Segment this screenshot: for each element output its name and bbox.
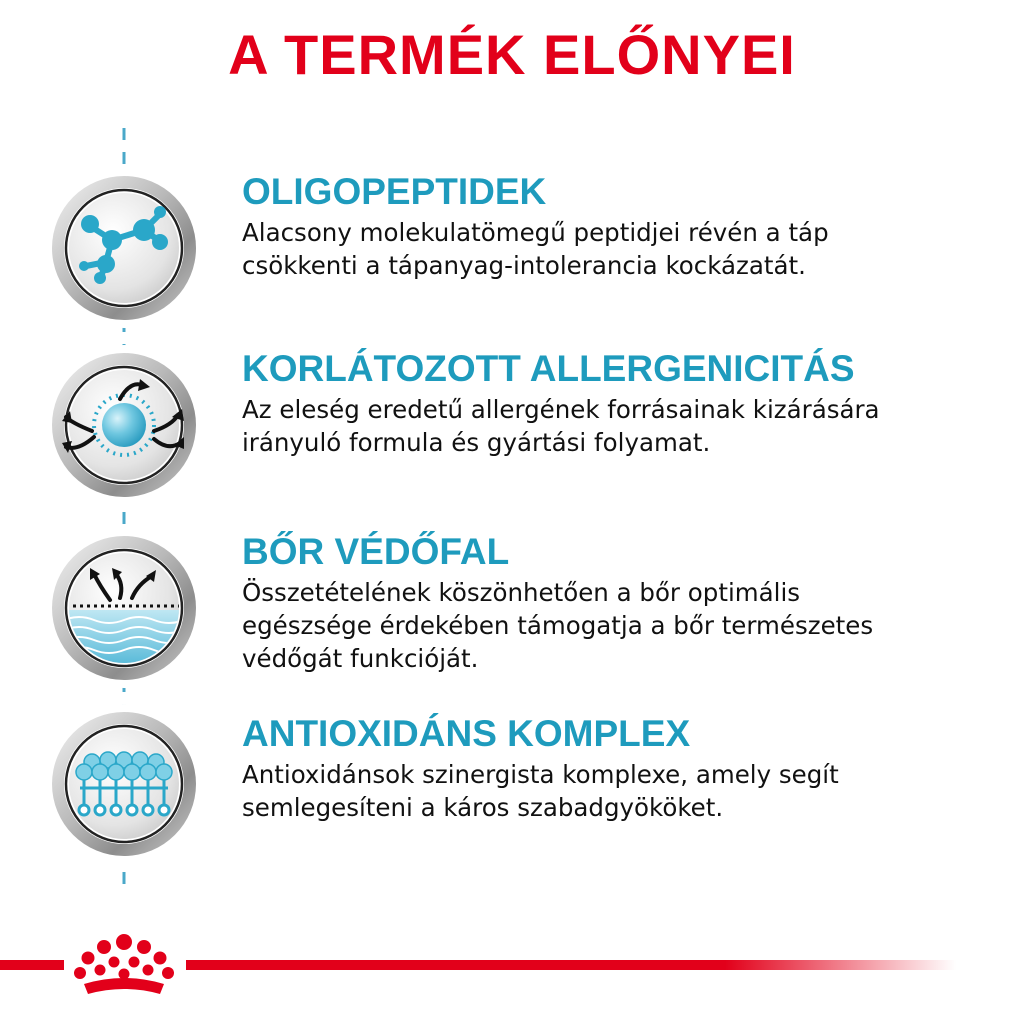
- skin-barrier-icon: [44, 528, 204, 688]
- benefit-description: Összetételének köszönhetően a bőr optimális egészsége érdekében támogatja a bőr természetes védőgát funkcióját.: [242, 578, 874, 673]
- benefit-heading: OLIGOPEPTIDEK: [242, 171, 547, 212]
- benefit-description: Az eleség eredetű allergének forrásainak kizárására irányuló formula és gyártási folyamat.: [242, 395, 880, 457]
- benefit-icon-column: [0, 0, 260, 1024]
- benefit-description: Alacsony molekulatömegű peptidjei révén a táp csökkenti a tápanyag-intolerancia kockázatát.: [242, 218, 829, 280]
- benefit-oligopeptides: [242, 170, 1002, 282]
- page-title: A TERMÉK ELŐNYEI: [228, 23, 796, 86]
- molecule-icon: [44, 168, 204, 328]
- benefit-description: Antioxidánsok szinergista komplexe, amely segít semlegesíteni a káros szabadgyököket.: [242, 760, 839, 822]
- benefit-heading: KORLÁTOZOTT ALLERGENICITÁS: [242, 348, 855, 389]
- footer-bar-left: [0, 960, 64, 970]
- royal-canin-crown-icon: [74, 934, 174, 994]
- allergen-shield-icon: [44, 345, 204, 505]
- benefit-antioxidant-complex: [242, 712, 1002, 824]
- benefit-heading: BŐR VÉDŐFAL: [242, 531, 510, 572]
- benefit-heading: ANTIOXIDÁNS KOMPLEX: [242, 713, 691, 754]
- footer-bar-right: [186, 960, 956, 970]
- benefit-skin-barrier: [242, 530, 1002, 675]
- antioxidant-complex-icon: [44, 704, 204, 864]
- benefit-limited-allergenicity: [242, 347, 1002, 459]
- brand-footer: [0, 932, 1024, 1002]
